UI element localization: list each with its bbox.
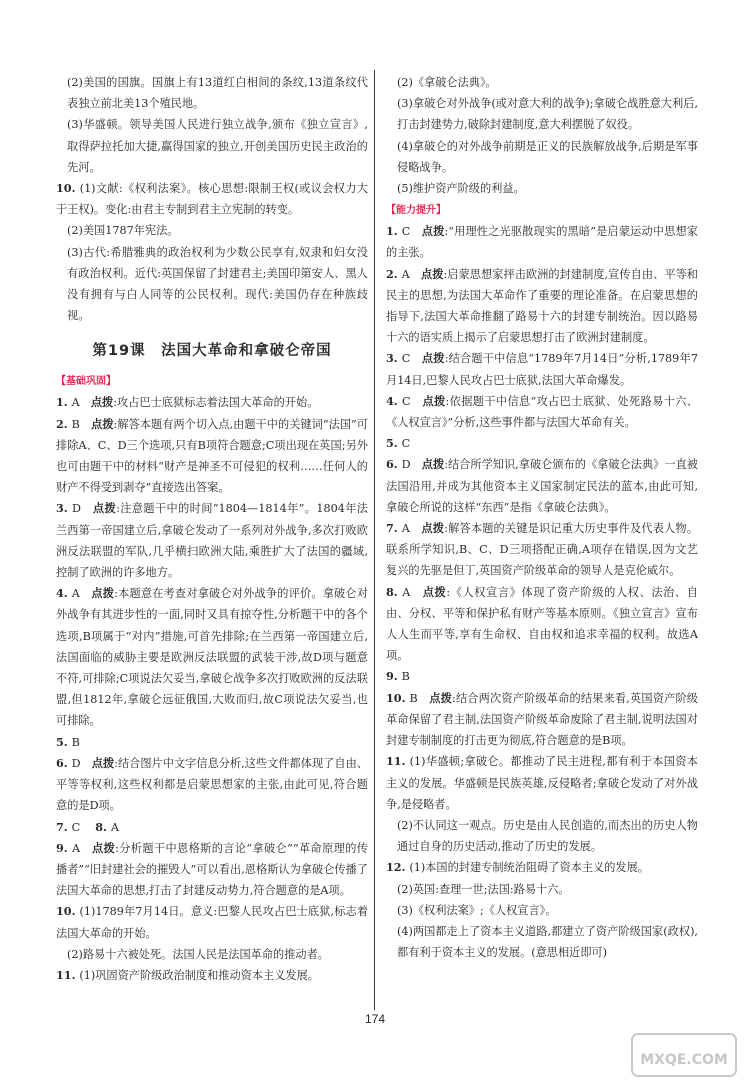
left-answer-item [56,498,368,583]
hint-label: 点拨 [422,584,447,599]
hint-label: 点拨 [92,501,117,516]
watermark-logo [630,1030,740,1080]
question-number: 4. [386,393,402,408]
right-answer-item [386,751,698,815]
answer-text: (3)拿破仑对外战争(或对意大利的战争);拿破仑战胜意大利后,打击封建势力,破除封建制度,意大利摆脱了奴役。 [397,97,698,132]
answer-text: (4)两国都走上了资本主义道路,都建立了资产阶级国家(政权),都有利于资本主义的发展。(意思相近即可) [397,924,698,960]
right-answer-item [386,454,698,518]
hint-text: :注意题干中的时间“1804—1814年”。1804年法兰西第一帝国建立后,拿破仑发动了一系列对外战争,多次打败欧洲反法联盟的军队,几乎横扫欧洲大陆,乘胜扩大了法国的疆域,控制了欧洲的许多地方。 [56,502,368,580]
section-header [386,199,698,221]
section-header [56,370,368,392]
question-number: 8. [386,584,403,599]
question-number: 10. [56,181,80,196]
hint-label: 点拨 [421,351,445,366]
answer-text: (3)《权利法案》;《人权宣言》。 [397,903,557,917]
question-number: 2. [386,266,402,281]
question-number: 9. [386,669,402,684]
watermark-text: MXQE.COM [640,1052,728,1068]
hint-label: 点拨 [421,521,445,536]
question-number: 10. [386,690,410,705]
left-answer-item [56,944,368,965]
hint-text: :攻占巴士底狱标志着法国大革命的开始。 [113,396,319,410]
hint-label: 点拨 [91,755,115,770]
question-number: 1. [56,395,72,410]
hint-text: :解答本题的关键是识记重大历史事件及代表人物。联系所学知识,B、C、D三项搭配正确,A项存在错误,因为文艺复兴的先驱是但丁,英国资产阶级革命的领导人是克伦威尔。 [386,522,698,578]
question-number: 7. [386,521,402,536]
answer-text: A [402,585,423,599]
column-divider [374,70,375,1010]
question-number: 3. [56,501,72,516]
question-number: 3. [386,351,402,366]
hint-label: 点拨 [429,690,452,705]
hint-label: 点拨 [90,395,114,410]
question-number: 11. [56,967,80,982]
hint-text: :结合题干中信息“1789年7月14日”分析,1789年7月14日,巴黎人民攻占巴士底狱,法国大革命爆发。 [386,352,698,387]
left-answer-item [56,583,368,731]
section-tag: 【能力提升】 [386,205,446,217]
question-number: 10. [56,904,80,919]
answer-text: (1)本国的封建专制统治阻碍了资本主义的发展。 [409,861,649,875]
answer-text: (1)1789年7月14日。意义:巴黎人民攻占巴士底狱,标志着法国大革命的开始。 [56,905,369,940]
left-answer-item [56,72,368,114]
hint-text: :依据题干中信息“攻占巴士底狱、处死路易十六、《人权宣言》”分析,这些事件都与法国大革命有关。 [386,394,698,430]
answer-text: (5)维护资产阶级的利益。 [397,182,525,196]
right-answer-item [386,921,698,963]
answer-text: B [71,417,92,431]
question-number: 12. [386,860,410,875]
right-answer-item [386,857,698,878]
hint-label: 点拨 [91,416,114,431]
answer-text: A [110,820,119,834]
left-answer-item [56,414,368,499]
page-number: 174 [364,1012,386,1026]
question-number: 1. [386,224,402,239]
left-answer-item [56,114,368,178]
right-answer-item [386,688,698,752]
left-answer-item [56,753,368,817]
right-answer-item [386,433,698,454]
right-answer-item [386,879,698,900]
answer-text: (3)古代:希腊雅典的政治权利为少数公民享有,奴隶和妇女没有政治权利。近代:英国保留了封建君主;美国印第安人、黑人没有拥有与白人同等的公民权利。现代:美国仍存在种族歧视。 [67,245,368,323]
question-number: 9. [56,840,72,855]
question-number: 4. [56,586,72,601]
hint-text: :结合图片中文字信息分析,这些文件都体现了自由、平等等权利,这些权利都是启蒙思想家的主张,由此可见,符合题意的是D项。 [56,756,368,813]
answer-text: (4)拿破仑的对外战争前期是正义的民族解放战争,后期是军事侵略战争。 [397,139,698,174]
question-number: 2. [56,416,72,431]
section-tag: 【基础巩固】 [56,376,116,388]
left-answer-item [56,901,368,943]
hint-text: :分析题干中恩格斯的言论“拿破仑”“革命原理的传播者”“旧封建社会的摧毁人”可以看出,恩格斯认为拿破仑传播了法国大革命的思想,打击了封建反动势力,符合题意的是A项。 [56,841,368,898]
answer-text: (2)美国的国旗。国旗上有13道红白相间的条纹,13道条纹代表独立前北美13个殖民地。 [67,76,368,111]
right-answer-item [386,93,698,135]
hint-label: 点拨 [421,266,444,281]
answer-text: (2)不认同这一观点。历史是由人民创造的,而杰出的历史人物通过自身的历史活动,推动了历史的发展。 [397,818,698,854]
question-number: 5. [386,436,402,451]
answer-text: B [401,670,410,684]
answer-text: (1)文献:《权利法案》。核心思想:限制王权(或议会权力大于王权)。变化:由君主专制到君主立宪制的转变。 [56,182,368,217]
answer-text: (2)英国:查理一世;法国:路易十六。 [397,882,570,896]
hint-text: :本题意在考查对拿破仑对外战争的评价。拿破仑对外战争有其进步性的一面,同时又具有掠夺性,分析题干中的各个选项,B项属于“对内”措施,可首先排除;在兰西第一帝国建立后,法国面临的威胁主要是欧洲反法联盟的武装干涉,故D项与题意不符,可排除;C项说法欠妥当,拿破仑战争多次打败欧洲的反法联盟,但1812年,拿破仑远征俄国,大败而归,故C项说法欠妥当,也可排除。 [56,587,368,728]
question-number: 6. [386,457,402,472]
hint-text: :“用理性之光驱散现实的黑暗”是启蒙运动中思想家的主张。 [386,225,698,260]
question-number: 7. [56,819,72,834]
left-answer-item [56,817,368,838]
right-answer-item [386,666,698,687]
hint-text: :解答本题有两个切入点,由题干中的关键词“法国”可排除A、C、D三个选项,只有B项符合题意;C项出现在英国;另外也可由题干中的材料“财产是神圣不可侵犯的权利……任何人的财产不得受到剥夺”直接选出答案。 [56,417,368,495]
answer-text: C [401,225,422,239]
answer-text: A [401,267,421,281]
hint-text: :结合所学知识,拿破仑颁布的《拿破仑法典》一直被法国沿用,并成为其他资本主义国家制定民法的蓝本,由此可知,拿破仑所说的这样“东西”是指《拿破仑法典》。 [386,458,698,514]
answer-text: (2)《拿破仑法典》。 [397,76,497,89]
left-column [56,72,368,986]
answer-text: C [401,352,422,366]
hint-label: 点拨 [91,586,115,601]
question-number: 8. [91,819,111,834]
answer-text: (2)美国1787年宪法。 [67,224,179,238]
right-answer-item [386,264,698,349]
answer-text: (2)路易十六被处死。法国人民是法国革命的推动者。 [67,947,329,961]
answer-text: D [71,502,93,516]
hint-text: :《人权宣言》体现了资产阶级的人权、法治、自由、分权、平等和保护私有财产等基本原则。《独立宣言》宣布人人生而平等,享有生命权、自由权和追求幸福的权利。故选A项。 [386,585,698,663]
hint-text: :启蒙思想家抨击欧洲的封建制度,宣传自由、平等和民主的思想,为法国大革命作了重要的理论准备。在启蒙思想的指导下,法国大革命推翻了路易十六的封建专制统治。因以路易十六的语实质上揭示了启蒙思想打击了欧洲封建制度。 [386,267,698,345]
right-answer-item [386,72,698,93]
left-answer-item [56,242,368,327]
answer-text: D [71,756,92,770]
left-answer-item [56,965,368,986]
lesson-title: 第19课 法国大革命和拿破仑帝国 [92,343,332,360]
right-answer-item [386,582,698,667]
right-column [386,72,698,963]
answer-text: C [401,394,423,408]
right-answer-item [386,178,698,199]
left-answer-item [56,220,368,241]
hint-label: 点拨 [422,393,446,408]
answer-text: B [409,691,430,705]
right-answer-item [386,900,698,921]
right-answer-item [386,348,698,390]
answer-text: (1)巩固资产阶级政治制度和推动资本主义发展。 [79,968,319,982]
right-answer-item [386,815,698,857]
right-answer-item [386,221,698,263]
right-answer-item [386,136,698,178]
answer-text: C [401,437,411,451]
hint-label: 点拨 [421,457,445,472]
question-number: 11. [386,754,410,769]
question-number: 6. [56,755,72,770]
answer-text: A [71,587,92,601]
question-number: 5. [56,734,72,749]
left-answer-item [56,392,368,413]
answer-text: A [71,841,92,855]
left-answer-item [56,178,368,220]
hint-label: 点拨 [421,224,445,239]
left-answer-item [56,732,368,753]
hint-label: 点拨 [91,840,116,855]
answer-text: B [71,735,80,749]
right-answer-item [386,518,698,582]
answer-text: D [401,458,422,472]
answer-text: (1)华盛顿;拿破仑。都推动了民主进程,都有利于本国资本主义的发展。华盛顿是民族英雄,反侵略者;拿破仑发动了对外战争,是侵略者。 [386,755,698,811]
answer-text: A [401,522,422,536]
answer-text: (3)华盛顿。领导美国人民进行独立战争,颁布《独立宣言》,取得萨拉托加大捷,赢得国家的独立,开创美国历史民主政治的先河。 [67,118,368,174]
left-answer-item [56,838,368,902]
answer-text: A [71,396,91,410]
answer-text: C [71,820,92,834]
hint-text: :结合两次资产阶级革命的结果来看,英国资产阶级革命保留了君主制,法国资产阶级革命废除了君主制,说明法国对封建专制制度的打击更为彻底,符合题意的是B项。 [386,691,698,748]
right-answer-item [386,391,698,433]
